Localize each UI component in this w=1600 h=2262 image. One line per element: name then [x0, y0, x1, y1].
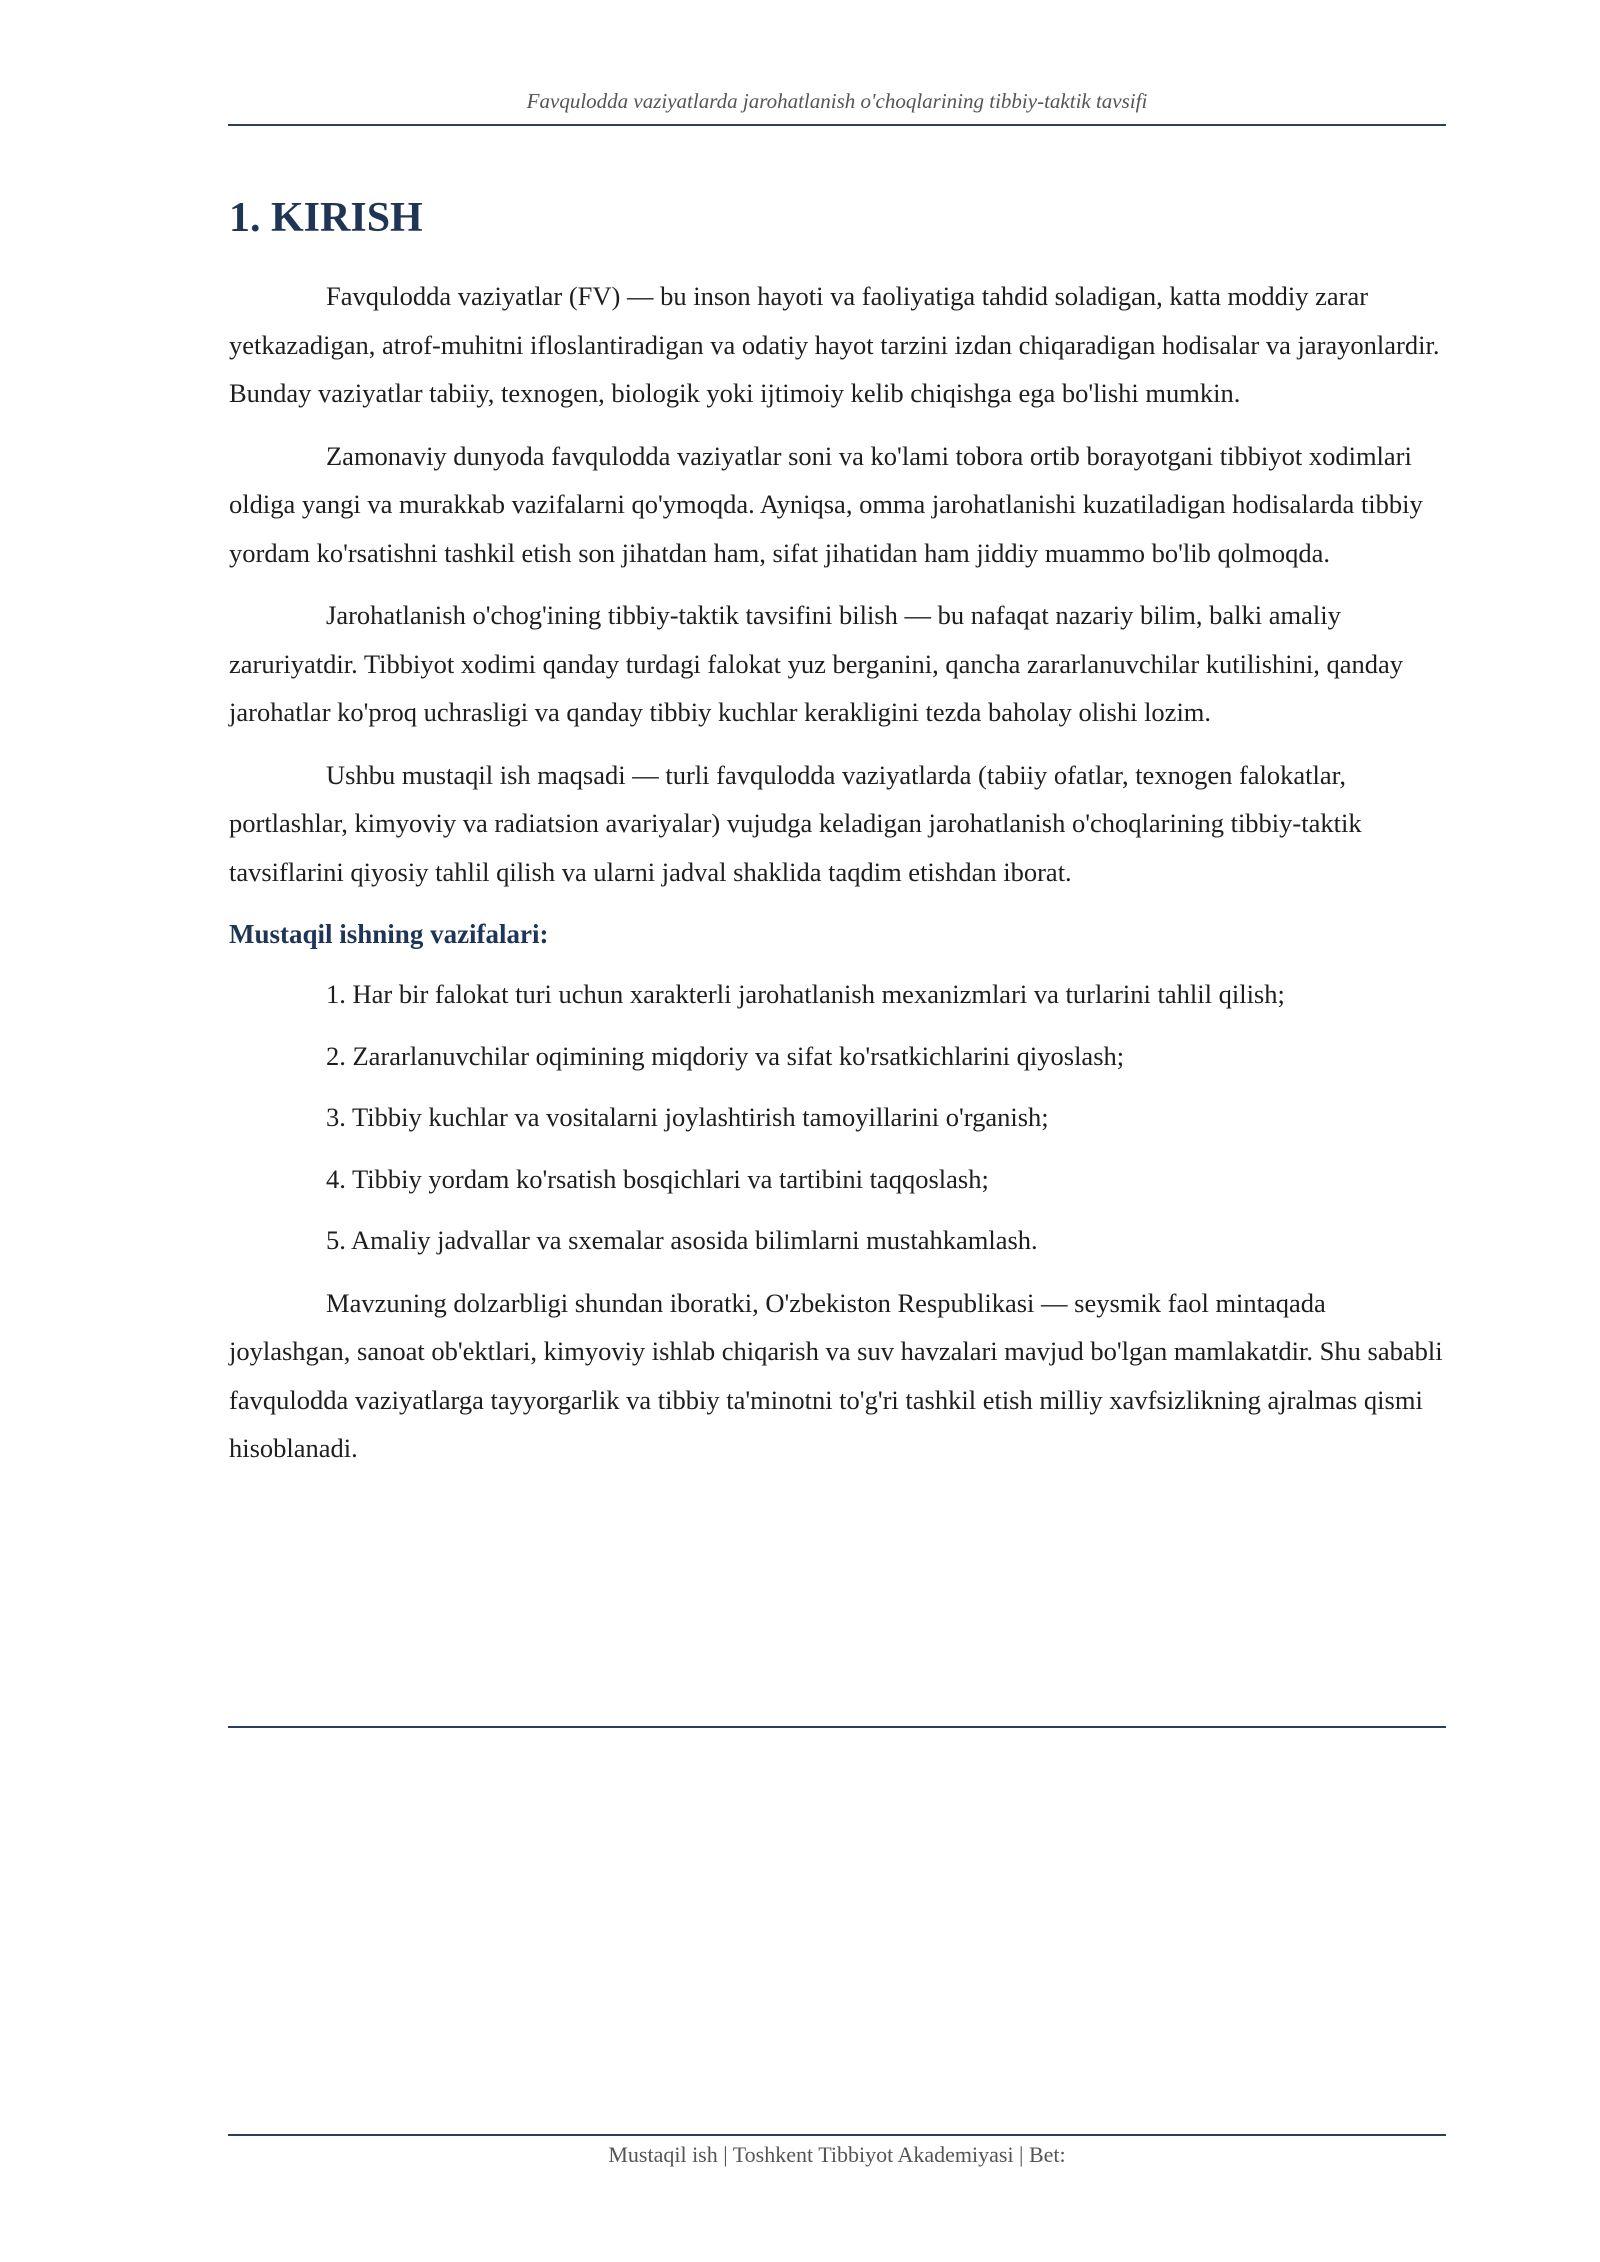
footer-divider	[228, 2134, 1446, 2136]
tasks-list	[229, 970, 1447, 1265]
task-item: 1. Har bir falokat turi uchun xarakterli jarohatlanish mexanizmlari va turlarini tahlil qilish;	[326, 979, 1285, 1009]
task-item: 5. Amaliy jadvallar va sxemalar asosida bilimlarni mustahkamlash.	[326, 1225, 1038, 1255]
task-item: 3. Tibbiy kuchlar va vositalarni joylashtirish tamoyillarini o'rganish;	[326, 1102, 1049, 1132]
paragraph-1: Favqulodda vaziyatlar (FV) — bu inson hayoti va faoliyatiga tahdid soladigan, katta moddiy zarar yetkazadigan, atrof-muhitni ifloslantiradigan va odatiy hayot tarzini izdan chiqaradigan hodisalar va jarayonlardir. Bunday vaziyatlar tabiiy, texnogen, biologik yoki ijtimoiy kelib chiqishga ega bo'lishi mumkin.	[229, 281, 1440, 408]
closing-paragraph: Mavzuning dolzarbligi shundan iboratki, O'zbekiston Respublikasi — seysmik faol mintaqada joylashgan, sanoat ob'ektlari, kimyoviy ishlab chiqarish va suv havzalari mavjud bo'lgan mamlakatdir. Shu sababli favqulodda vaziyatlarga tayyorgarlik va tibbiy ta'minotni to'g'ri tashkil etish milliy xavfsizlikning ajralmas qismi hisoblanadi.	[229, 1287, 1443, 1463]
footer-text: Mustaqil ish | Toshkent Tibbiyot Akademiyasi | Bet:	[608, 2142, 1066, 2167]
page-footer	[228, 2141, 1446, 2169]
paragraph-3: Jarohatlanish o'chog'ining tibbiy-taktik tavsifini bilish — bu nafaqat nazariy bilim, balki amaliy zaruriyatdir. Tibbiyot xodimi qanday turdagi falokat yuz berganini, qancha zararlanuvchilar kutilishini, qanday jarohatlar ko'proq uchrasligi va qanday tibbiy kuchlar kerakligini tezda baholay olishi lozim.	[229, 600, 1404, 727]
task-item: 2. Zararlanuvchilar oqimining miqdoriy va sifat ko'rsatkichlarini qiyoslash;	[326, 1040, 1125, 1071]
tasks-heading: Mustaqil ishning vazifalari:	[229, 919, 549, 949]
page-content	[229, 190, 1447, 1487]
section-title: 1. KIRISH	[229, 195, 423, 241]
section-end-divider	[228, 1726, 1446, 1728]
task-item: 4. Tibbiy yordam ko'rsatish bosqichlari va tartibini taqqoslash;	[326, 1163, 989, 1194]
paragraph-4: Ushbu mustaqil ish maqsadi — turli favqulodda vaziyatlarda (tabiiy ofatlar, texnogen falokatlar, portlashlar, kimyoviy va radiatsion avariyalar) vujudga keladigan jarohatlanish o'choqlarining tibbiy-taktik tavsiflarini qiyosiy tahlil qilish va ularni jadval shaklida taqdim etishdan iborat.	[229, 759, 1362, 887]
running-header	[228, 88, 1446, 126]
paragraph-2: Zamonaviy dunyoda favqulodda vaziyatlar soni va ko'lami tobora ortib borayotgani tibbiyot xodimlari oldiga yangi va murakkab vazifalarni qo'ymoqda. Ayniqsa, omma jarohatlanishi kuzatiladigan hodisalarda tibbiy yordam ko'rsatishni tashkil etish son jihatdan ham, sifat jihatidan ham jiddiy muammo bo'lib qolmoqda.	[229, 440, 1423, 568]
running-header-title: Favqulodda vaziyatlarda jarohatlanish o'choqlarining tibbiy-taktik tavsifi	[526, 89, 1148, 113]
